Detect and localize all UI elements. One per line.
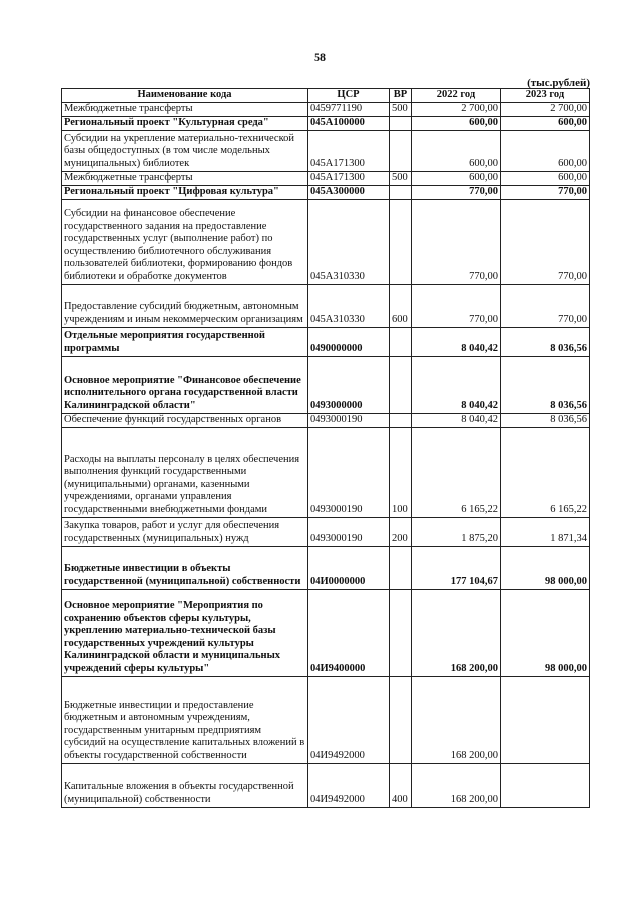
row-year-2022: 177 104,67: [412, 546, 501, 589]
table-row: [62, 185, 590, 199]
row-year-2023: 600,00: [501, 171, 590, 185]
row-csr: 04И9492000: [308, 763, 390, 807]
row-year-2022: 770,00: [412, 185, 501, 199]
row-name: Закупка товаров, работ и услуг для обеспечения государственных (муниципальных) нужд: [62, 517, 308, 546]
table-row: [62, 199, 590, 284]
table-row: [62, 517, 590, 546]
table-row: [62, 589, 590, 676]
row-vr: 400: [390, 763, 412, 807]
unit-note: (тыс.рублей): [527, 77, 590, 89]
row-year-2023: 98 000,00: [501, 546, 590, 589]
row-year-2023: 8 036,56: [501, 356, 590, 413]
table-row: [62, 546, 590, 589]
row-year-2023: 770,00: [501, 185, 590, 199]
row-name: Расходы на выплаты персоналу в целях обеспечения выполнения функций государственными (муниципальными) органами, казенными учреждениями, органами управления государственными внебюджетными фондами: [62, 427, 308, 517]
row-vr: 200: [390, 517, 412, 546]
table-row: [62, 116, 590, 130]
table-row: [62, 356, 590, 413]
row-name: Региональный проект "Цифровая культура": [62, 185, 308, 199]
row-csr: 045А171300: [308, 171, 390, 185]
row-csr: 045А310330: [308, 284, 390, 327]
header-name: Наименование кода: [62, 89, 308, 103]
table-header-row: [62, 89, 590, 103]
row-csr: 0490000000: [308, 327, 390, 356]
row-name: Капитальные вложения в объекты государственной (муниципальной) собственности: [62, 763, 308, 807]
row-csr: 045А171300: [308, 130, 390, 171]
row-name: Субсидии на укрепление материально-технической базы общедоступных (в том числе модельных муниципальных) библиотек: [62, 130, 308, 171]
row-name: Основное мероприятие "Мероприятия по сохранению объектов сферы культуры, укреплению материально-технической базы государственных учреждений культуры Калининградской области и муниципальных учреждений сферы культуры": [62, 589, 308, 676]
row-year-2023: 770,00: [501, 284, 590, 327]
row-year-2022: 8 040,42: [412, 356, 501, 413]
table-row: [62, 103, 590, 117]
row-name: Региональный проект "Культурная среда": [62, 116, 308, 130]
budget-table: [61, 88, 590, 808]
row-year-2023: 1 871,34: [501, 517, 590, 546]
row-year-2023: 770,00: [501, 199, 590, 284]
row-year-2023: 6 165,22: [501, 427, 590, 517]
row-vr: 600: [390, 284, 412, 327]
row-csr: 0493000000: [308, 356, 390, 413]
row-vr: [390, 185, 412, 199]
row-year-2022: 600,00: [412, 130, 501, 171]
row-csr: 0459771190: [308, 103, 390, 117]
row-vr: [390, 116, 412, 130]
row-year-2023: 8 036,56: [501, 413, 590, 427]
row-year-2022: 168 200,00: [412, 763, 501, 807]
row-year-2022: 600,00: [412, 171, 501, 185]
table-row: [62, 327, 590, 356]
row-vr: [390, 327, 412, 356]
row-year-2022: 6 165,22: [412, 427, 501, 517]
row-csr: 0493000190: [308, 517, 390, 546]
table-row: [62, 284, 590, 327]
row-year-2023: [501, 763, 590, 807]
row-year-2022: 600,00: [412, 116, 501, 130]
table-row: [62, 676, 590, 763]
row-year-2023: 600,00: [501, 130, 590, 171]
row-name: Предоставление субсидий бюджетным, автономным учреждениям и иным некоммерческим организациям: [62, 284, 308, 327]
row-vr: 500: [390, 171, 412, 185]
row-csr: 04И9400000: [308, 589, 390, 676]
row-name: Межбюджетные трансферты: [62, 171, 308, 185]
row-vr: [390, 356, 412, 413]
row-name: Межбюджетные трансферты: [62, 103, 308, 117]
row-year-2023: 600,00: [501, 116, 590, 130]
row-year-2022: 2 700,00: [412, 103, 501, 117]
row-vr: [390, 546, 412, 589]
row-year-2022: 770,00: [412, 284, 501, 327]
row-year-2022: 168 200,00: [412, 676, 501, 763]
row-year-2022: 1 875,20: [412, 517, 501, 546]
row-name: Отдельные мероприятия государственной программы: [62, 327, 308, 356]
row-year-2022: 770,00: [412, 199, 501, 284]
row-csr: 04И0000000: [308, 546, 390, 589]
table-row: [62, 171, 590, 185]
table-row: [62, 427, 590, 517]
row-year-2022: 8 040,42: [412, 413, 501, 427]
table-row: [62, 413, 590, 427]
row-vr: [390, 130, 412, 171]
header-year-2022: 2022 год: [412, 89, 501, 103]
row-vr: [390, 676, 412, 763]
row-year-2022: 8 040,42: [412, 327, 501, 356]
row-vr: 100: [390, 427, 412, 517]
row-vr: [390, 413, 412, 427]
row-year-2023: 2 700,00: [501, 103, 590, 117]
table-row: [62, 130, 590, 171]
row-name: Обеспечение функций государственных органов: [62, 413, 308, 427]
row-csr: 0493000190: [308, 427, 390, 517]
page-number: 58: [314, 50, 326, 64]
row-year-2023: 98 000,00: [501, 589, 590, 676]
header-year-2023: 2023 год: [501, 89, 590, 103]
row-csr: 045А310330: [308, 199, 390, 284]
row-csr: 0493000190: [308, 413, 390, 427]
row-name: Основное мероприятие "Финансовое обеспечение исполнительного органа государственной власти Калининградской области": [62, 356, 308, 413]
header-csr: ЦСР: [308, 89, 390, 103]
row-csr: 04И9492000: [308, 676, 390, 763]
row-csr: 045А300000: [308, 185, 390, 199]
row-year-2023: [501, 676, 590, 763]
row-vr: [390, 589, 412, 676]
row-name: Субсидии на финансовое обеспечение государственного задания на предоставление государственных услуг (выполнение работ) по осуществлению библиотечного обслуживания пользователей библиотеки, формированию фондов библиотеки и обработке документов: [62, 199, 308, 284]
row-vr: 500: [390, 103, 412, 117]
header-vr: ВР: [390, 89, 412, 103]
row-csr: 045А100000: [308, 116, 390, 130]
row-name: Бюджетные инвестиции и предоставление бюджетным и автономным учреждениям, государственным унитарным предприятиям субсидий на осуществление капитальных вложений в объекты государственной собственности: [62, 676, 308, 763]
row-name: Бюджетные инвестиции в объекты государственной (муниципальной) собственности: [62, 546, 308, 589]
row-vr: [390, 199, 412, 284]
row-year-2022: 168 200,00: [412, 589, 501, 676]
table-body: [62, 103, 590, 808]
table-row: [62, 763, 590, 807]
row-year-2023: 8 036,56: [501, 327, 590, 356]
